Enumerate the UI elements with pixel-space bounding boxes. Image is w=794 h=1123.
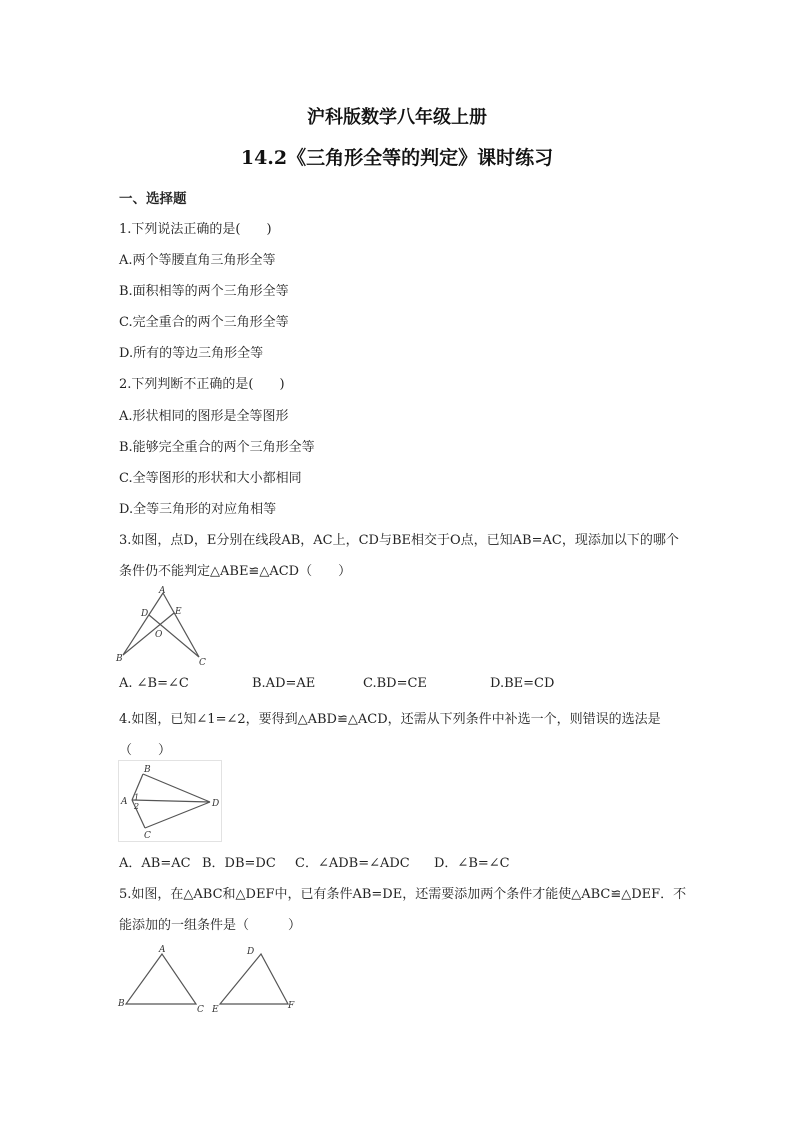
- segment-ac: [163, 593, 199, 657]
- question-4-stem-line-2: （ ）: [119, 743, 172, 758]
- segment-bd: [143, 774, 210, 802]
- question-3-stem-line-1: 3.如图，点D，E分别在线段AB，AC上，CD与BE相交于O点，已知AB=AC，现添加以下的哪个: [119, 533, 679, 548]
- question-4-option-a: A．AB=AC: [119, 856, 191, 871]
- document-subtitle: 14.2《三角形全等的判定》课时练习: [240, 147, 554, 169]
- question-3-option-c: C.BD=CE: [363, 676, 427, 691]
- document-title: 沪科版数学八年级上册: [307, 107, 487, 128]
- segment-ad: [132, 800, 210, 802]
- section-heading: 一、选择题: [119, 191, 187, 207]
- question-3-option-a: A. ∠B=∠C: [119, 676, 189, 691]
- figure-label-d: D: [212, 799, 220, 809]
- question-3-option-d: D.BE=CD: [490, 676, 555, 691]
- question-4-option-b: B．DB=DC: [202, 856, 276, 871]
- figure-label-b: B: [116, 654, 123, 664]
- question-3-option-b: B.AD=AE: [252, 676, 316, 691]
- figure-label-d: D: [247, 947, 255, 957]
- figure-label-a: A: [159, 586, 166, 596]
- figure-label-angle-1: 1: [134, 793, 140, 802]
- figure-label-b: B: [144, 765, 151, 775]
- figure-label-a: A: [121, 797, 128, 807]
- question-2-stem: 2.下列判断不正确的是( ): [119, 377, 285, 392]
- figure-label-b: B: [118, 999, 125, 1009]
- question-1-option-d: D.所有的等边三角形全等: [119, 346, 264, 361]
- segment-eb: [123, 613, 174, 655]
- figure-label-f: F: [288, 1001, 295, 1011]
- question-2-option-b: B.能够完全重合的两个三角形全等: [119, 440, 315, 455]
- question-3-figure: [116, 585, 211, 667]
- question-5-figure: [116, 942, 306, 1017]
- figure-label-angle-2: 2: [134, 802, 140, 811]
- figure-label-c: C: [144, 831, 151, 841]
- question-4-option-c: C．∠ADB=∠ADC: [295, 856, 410, 871]
- triangle-def: [220, 954, 288, 1004]
- figure-label-c: C: [199, 658, 206, 668]
- question-5-stem-line-2: 能添加的一组条件是（ ）: [119, 918, 302, 933]
- figure-label-o: O: [155, 630, 163, 640]
- question-4-stem-line-1: 4.如图，已知∠1=∠2，要得到△ABD≌△ACD，还需从下列条件中补选一个，则错误的选法是: [119, 712, 661, 727]
- question-1-stem: 1.下列说法正确的是( ): [119, 222, 272, 237]
- question-2-option-c: C.全等图形的形状和大小都相同: [119, 471, 302, 486]
- question-1-option-c: C.完全重合的两个三角形全等: [119, 315, 289, 330]
- figure-label-c: C: [197, 1005, 204, 1015]
- figure-label-a: A: [159, 945, 166, 955]
- question-4-figure: [118, 760, 222, 842]
- figure-label-e: E: [175, 607, 182, 617]
- triangle-abc: [126, 954, 196, 1004]
- question-2-option-a: A.形状相同的图形是全等图形: [119, 409, 289, 424]
- question-5-stem-line-1: 5.如图，在△ABC和△DEF中，已有条件AB=DE，还需要添加两个条件才能使△ABC≌△DEF．不: [119, 887, 687, 902]
- question-4-option-d: D．∠B=∠C: [434, 856, 510, 871]
- figure-label-e: E: [212, 1005, 219, 1015]
- question-1-option-b: B.面积相等的两个三角形全等: [119, 284, 289, 299]
- segment-cd: [145, 802, 210, 828]
- figure-label-d: D: [141, 609, 149, 619]
- question-2-option-d: D.全等三角形的对应角相等: [119, 502, 277, 517]
- question-1-option-a: A.两个等腰直角三角形全等: [119, 253, 276, 268]
- question-3-stem-line-2: 条件仍不能判定△ABE≌△ACD（ ）: [119, 564, 352, 579]
- segment-ab: [123, 593, 163, 655]
